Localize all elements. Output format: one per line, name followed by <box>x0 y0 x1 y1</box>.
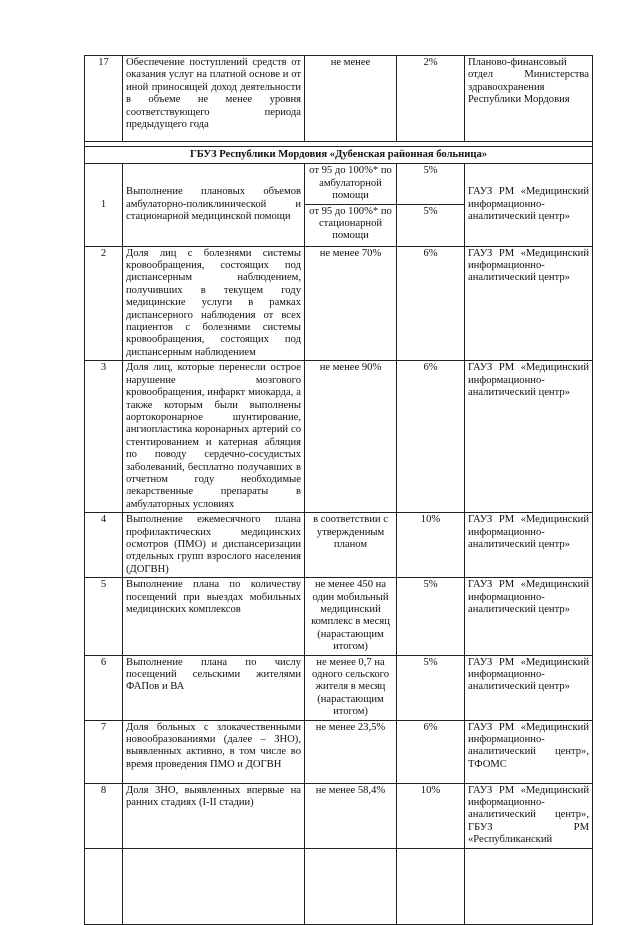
row-number: 1 <box>85 164 123 246</box>
row-number: 7 <box>85 720 123 783</box>
indicator-description: Доля больных с злокачественными новообразованиями (далее – ЗНО), выявленных активно, в том числе во время проведения ПМО и ДОГВН <box>123 720 305 783</box>
indicator-weight: 2% <box>397 56 465 142</box>
indicator-weight: 5% <box>397 164 465 204</box>
table-row <box>85 513 593 578</box>
row-number: 8 <box>85 783 123 848</box>
indicators-table <box>84 55 593 925</box>
data-source: ГАУЗ РМ «Медицинский информационно-аналитический центр» <box>465 246 593 361</box>
indicator-criterion <box>305 848 397 924</box>
indicator-criterion: не менее 23,5% <box>305 720 397 783</box>
indicator-criterion: не менее 0,7 на одного сельского жителя в месяц (нарастающим итогом) <box>305 655 397 720</box>
table-row <box>85 655 593 720</box>
table-row <box>85 361 593 513</box>
data-source: ГАУЗ РМ «Медицинский информационно-аналитический центр» <box>465 164 593 246</box>
table-row <box>85 246 593 361</box>
section-header-row <box>85 147 593 164</box>
indicator-criterion: не менее <box>305 56 397 142</box>
indicator-criterion: в соответствии с утвержденным планом <box>305 513 397 578</box>
table-row <box>85 164 593 204</box>
table-row <box>85 720 593 783</box>
data-source: Планово-финансовый отдел Министерства здравоохранения Республики Мордовия <box>465 56 593 142</box>
row-number: 17 <box>85 56 123 142</box>
table-row <box>85 848 593 924</box>
indicator-description: Доля лиц с болезнями системы кровообращения, состоящих под диспансерным наблюдением, получивших в текущем году медицинские услуги в рамках диспансерного наблюдения от всех пациентов с болезнями системы кровообращения, состоящих под диспансерным наблюдением <box>123 246 305 361</box>
row-number: 5 <box>85 578 123 655</box>
indicator-weight: 5% <box>397 578 465 655</box>
indicator-description: Доля ЗНО, выявленных впервые на ранних стадиях (I-II стадии) <box>123 783 305 848</box>
indicator-criterion: не менее 450 на один мобильный медицинский комплекс в месяц (нарастающим итогом) <box>305 578 397 655</box>
table-row <box>85 783 593 848</box>
data-source <box>465 848 593 924</box>
indicator-description: Выполнение плана по числу посещений сельскими жителями ФАПов и ВА <box>123 655 305 720</box>
data-source: ГАУЗ РМ «Медицинский информационно-аналитический центр» <box>465 578 593 655</box>
indicator-weight: 6% <box>397 361 465 513</box>
indicator-criterion: от 95 до 100%* по амбулаторной помощи <box>305 164 397 204</box>
indicator-description: Выполнение плана по количеству посещений при выездах мобильных медицинских комплексов <box>123 578 305 655</box>
row-number: 2 <box>85 246 123 361</box>
indicator-description: Обеспечение поступлений средств от оказания услуг на платной основе и от иной приносящей доход деятельности в объеме не менее уровня соответствующего периода предыдущего года <box>123 56 305 142</box>
indicator-weight: 6% <box>397 246 465 361</box>
indicator-criterion: от 95 до 100%* по стационарной помощи <box>305 204 397 246</box>
indicator-description: Выполнение ежемесячного плана профилактических медицинских осмотров (ПМО) и диспансеризации отдельных групп взрослого населения (ДОГВН) <box>123 513 305 578</box>
indicator-description: Доля лиц, которые перенесли острое нарушение мозгового кровообращения, инфаркт миокарда, а также которым были выполнены аортокоронарное шунтирование, ангиопластика коронарных артерий со стентированием и катерная абляция по поводу сердечно-сосудистых заболеваний, бесплатно получавших в отчетном году необходимые лекарственные препараты в амбулаторных условиях <box>123 361 305 513</box>
row-number: 4 <box>85 513 123 578</box>
section-title: ГБУЗ Республики Мордовия «Дубенская районная больница» <box>85 147 593 164</box>
indicator-weight: 10% <box>397 513 465 578</box>
data-source: ГАУЗ РМ «Медицинский информационно-аналитический центр» <box>465 513 593 578</box>
indicator-weight: 10% <box>397 783 465 848</box>
data-source: ГАУЗ РМ «Медицинский информационно-аналитический центр», ГБУЗ РМ «Республиканский <box>465 783 593 848</box>
data-source: ГАУЗ РМ «Медицинский информационно-аналитический центр» <box>465 361 593 513</box>
indicator-weight: 5% <box>397 204 465 246</box>
indicator-description <box>123 848 305 924</box>
indicator-weight: 5% <box>397 655 465 720</box>
row-number: 3 <box>85 361 123 513</box>
row-number <box>85 848 123 924</box>
data-source: ГАУЗ РМ «Медицинский информационно-аналитический центр» <box>465 655 593 720</box>
row-number: 6 <box>85 655 123 720</box>
indicator-weight: 6% <box>397 720 465 783</box>
indicator-criterion: не менее 70% <box>305 246 397 361</box>
table-row <box>85 56 593 142</box>
indicator-criterion: не менее 90% <box>305 361 397 513</box>
indicator-criterion: не менее 58,4% <box>305 783 397 848</box>
indicator-description: Выполнение плановых объемов амбулаторно-поликлинической и стационарной медицинской помощи <box>123 164 305 246</box>
table-row <box>85 578 593 655</box>
data-source: ГАУЗ РМ «Медицинский информационно-аналитический центр», ТФОМС <box>465 720 593 783</box>
indicator-weight <box>397 848 465 924</box>
